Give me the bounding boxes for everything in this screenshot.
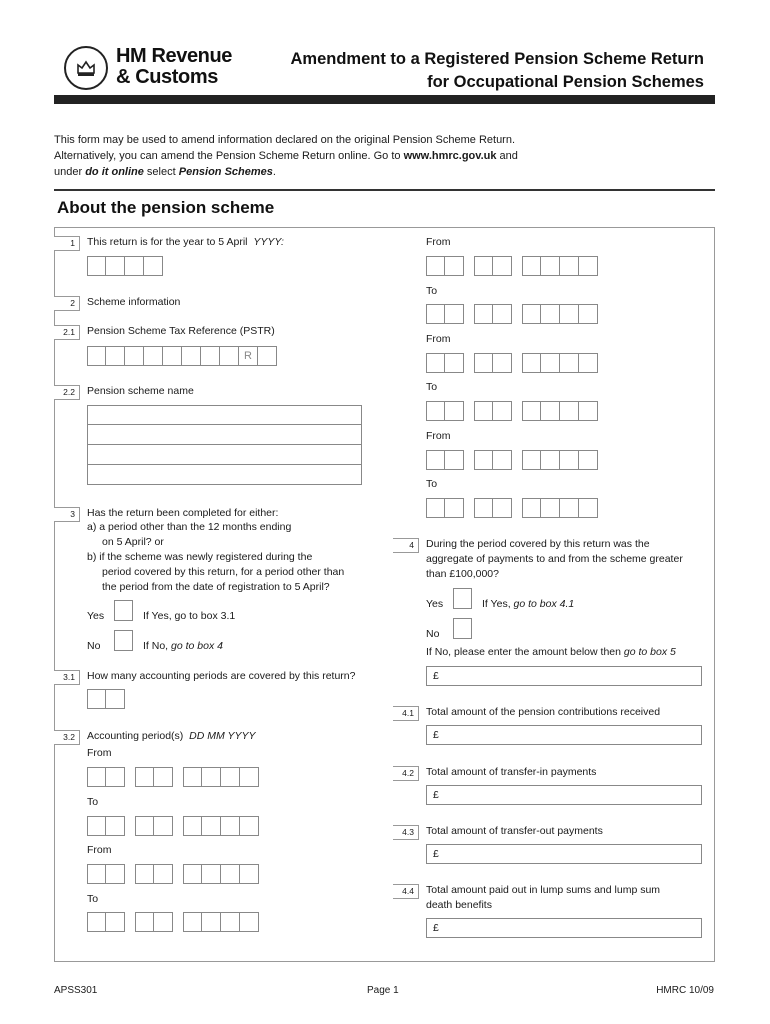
- q1-label: This return is for the year to 5 April YYYY:: [87, 236, 284, 248]
- q4-yes-checkbox[interactable]: [453, 588, 472, 609]
- period-4-to-label: To: [426, 381, 438, 393]
- currency-symbol: £: [433, 922, 439, 934]
- q3-line-3: on 5 April? or: [102, 536, 164, 548]
- currency-symbol: £: [433, 729, 439, 741]
- q3-no-hint: If No, go to box 4: [143, 640, 223, 652]
- currency-symbol: £: [433, 670, 439, 682]
- period-3-to-label: To: [426, 285, 438, 297]
- box-number-1: 1: [54, 236, 80, 251]
- q4-1-label: Total amount of the pension contributions received: [426, 706, 661, 718]
- period-5-to-date-input[interactable]: [426, 498, 598, 518]
- box-number-4: 4: [393, 538, 419, 553]
- hmrc-link[interactable]: www.hmrc.gov.uk: [403, 150, 497, 162]
- header-bar: [54, 95, 715, 104]
- box-number-4-4: 4.4: [393, 884, 419, 899]
- period-1-to-label: To: [87, 796, 99, 808]
- box-number-4-3: 4.3: [393, 825, 419, 840]
- box-number-2: 2: [54, 296, 80, 311]
- period-2-to-label: To: [87, 893, 99, 905]
- q3-no-checkbox[interactable]: [114, 630, 133, 651]
- q3-no-label: No: [87, 640, 101, 652]
- q3-1-label: How many accounting periods are covered by this return?: [87, 670, 356, 682]
- q3-line-1: Has the return been completed for either:: [87, 507, 279, 519]
- q3-yes-checkbox[interactable]: [114, 600, 133, 621]
- period-3-from-label: From: [426, 236, 451, 248]
- year-input[interactable]: [87, 256, 163, 276]
- aggregate-amount-input[interactable]: [426, 666, 702, 686]
- q2-label: Scheme information: [87, 296, 181, 308]
- box-number-3-1: 3.1: [54, 670, 80, 685]
- contributions-amount-input[interactable]: [426, 725, 702, 745]
- period-1-from-date-input[interactable]: [87, 767, 259, 787]
- q2-1-label: Pension Scheme Tax Reference (PSTR): [87, 325, 275, 337]
- crown-crest-icon: [64, 46, 108, 90]
- box-number-2-2: 2.2: [54, 385, 80, 400]
- box-number-4-1: 4.1: [393, 706, 419, 721]
- box-number-3: 3: [54, 507, 80, 522]
- q4-yes-hint: If Yes, go to box 4.1: [482, 598, 575, 610]
- transfer-in-amount-input[interactable]: [426, 785, 702, 805]
- intro-text: This form may be used to amend information declared on the original Pension Scheme Return. Alternatively, you can amend the Pension Scheme Return online. Go to www.hmrc.gov.uk and under do it online select Pension Schemes.: [54, 134, 518, 178]
- period-3-from-date-input[interactable]: [426, 256, 598, 276]
- period-5-from-date-input[interactable]: [426, 450, 598, 470]
- box-number-3-2: 3.2: [54, 730, 80, 745]
- logo-wordmark: HM Revenue & Customs: [116, 45, 233, 88]
- q3-line-2: a) a period other than the 12 months ending: [87, 521, 292, 533]
- q4-4-label-line-2: death benefits: [426, 899, 492, 911]
- periods-count-input[interactable]: [87, 689, 125, 709]
- q4-line-3: than £100,000?: [426, 568, 499, 580]
- box-number-4-2: 4.2: [393, 766, 419, 781]
- q3-yes-label: Yes: [87, 610, 105, 622]
- section-rule: [54, 189, 715, 191]
- pstr-r-letter: R: [239, 346, 258, 366]
- transfer-out-amount-input[interactable]: [426, 844, 702, 864]
- period-4-to-date-input[interactable]: [426, 401, 598, 421]
- q3-line-6: the period from the date of registration to 5 April?: [102, 581, 330, 593]
- q2-2-label: Pension scheme name: [87, 385, 194, 397]
- footer-form-code: APSS301: [54, 985, 98, 996]
- q4-line-1: During the period covered by this return was the: [426, 538, 650, 550]
- footer-version: HMRC 10/09: [656, 985, 714, 996]
- period-2-to-date-input[interactable]: [87, 912, 259, 932]
- period-1-from-label: From: [87, 747, 112, 759]
- q4-no-hint: If No, please enter the amount below then go to box 5: [426, 646, 676, 658]
- q4-line-2: aggregate of payments to and from the scheme greater: [426, 553, 683, 565]
- period-3-to-date-input[interactable]: [426, 304, 598, 324]
- q3-2-label: Accounting period(s) DD MM YYYY: [87, 730, 256, 742]
- footer-page-number: Page 1: [367, 985, 399, 996]
- period-4-from-date-input[interactable]: [426, 353, 598, 373]
- scheme-name-input[interactable]: [87, 405, 362, 485]
- currency-symbol: £: [433, 789, 439, 801]
- hmrc-logo: [64, 46, 244, 92]
- q4-yes-label: Yes: [426, 598, 444, 610]
- period-5-to-label: To: [426, 478, 438, 490]
- q3-line-5: period covered by this return, for a period other than: [102, 566, 345, 578]
- q3-line-4: b) if the scheme was newly registered during the: [87, 551, 313, 563]
- q4-4-label-line-1: Total amount paid out in lump sums and lump sum: [426, 884, 661, 896]
- box-number-2-1: 2.1: [54, 325, 80, 340]
- q4-2-label: Total amount of transfer-in payments: [426, 766, 597, 778]
- q4-3-label: Total amount of transfer-out payments: [426, 825, 603, 837]
- period-2-from-date-input[interactable]: [87, 864, 259, 884]
- pstr-input[interactable]: [87, 346, 277, 366]
- q4-no-checkbox[interactable]: [453, 618, 472, 639]
- section-title: About the pension scheme: [57, 198, 275, 217]
- period-4-from-label: From: [426, 333, 451, 345]
- form-title: Amendment to a Registered Pension Scheme Return for Occupational Pension Schemes: [290, 50, 704, 91]
- lump-sum-amount-input[interactable]: [426, 918, 702, 938]
- q3-yes-hint: If Yes, go to box 3.1: [143, 610, 236, 622]
- currency-symbol: £: [433, 848, 439, 860]
- period-1-to-date-input[interactable]: [87, 816, 259, 836]
- period-2-from-label: From: [87, 844, 112, 856]
- q4-no-label: No: [426, 628, 440, 640]
- period-5-from-label: From: [426, 430, 451, 442]
